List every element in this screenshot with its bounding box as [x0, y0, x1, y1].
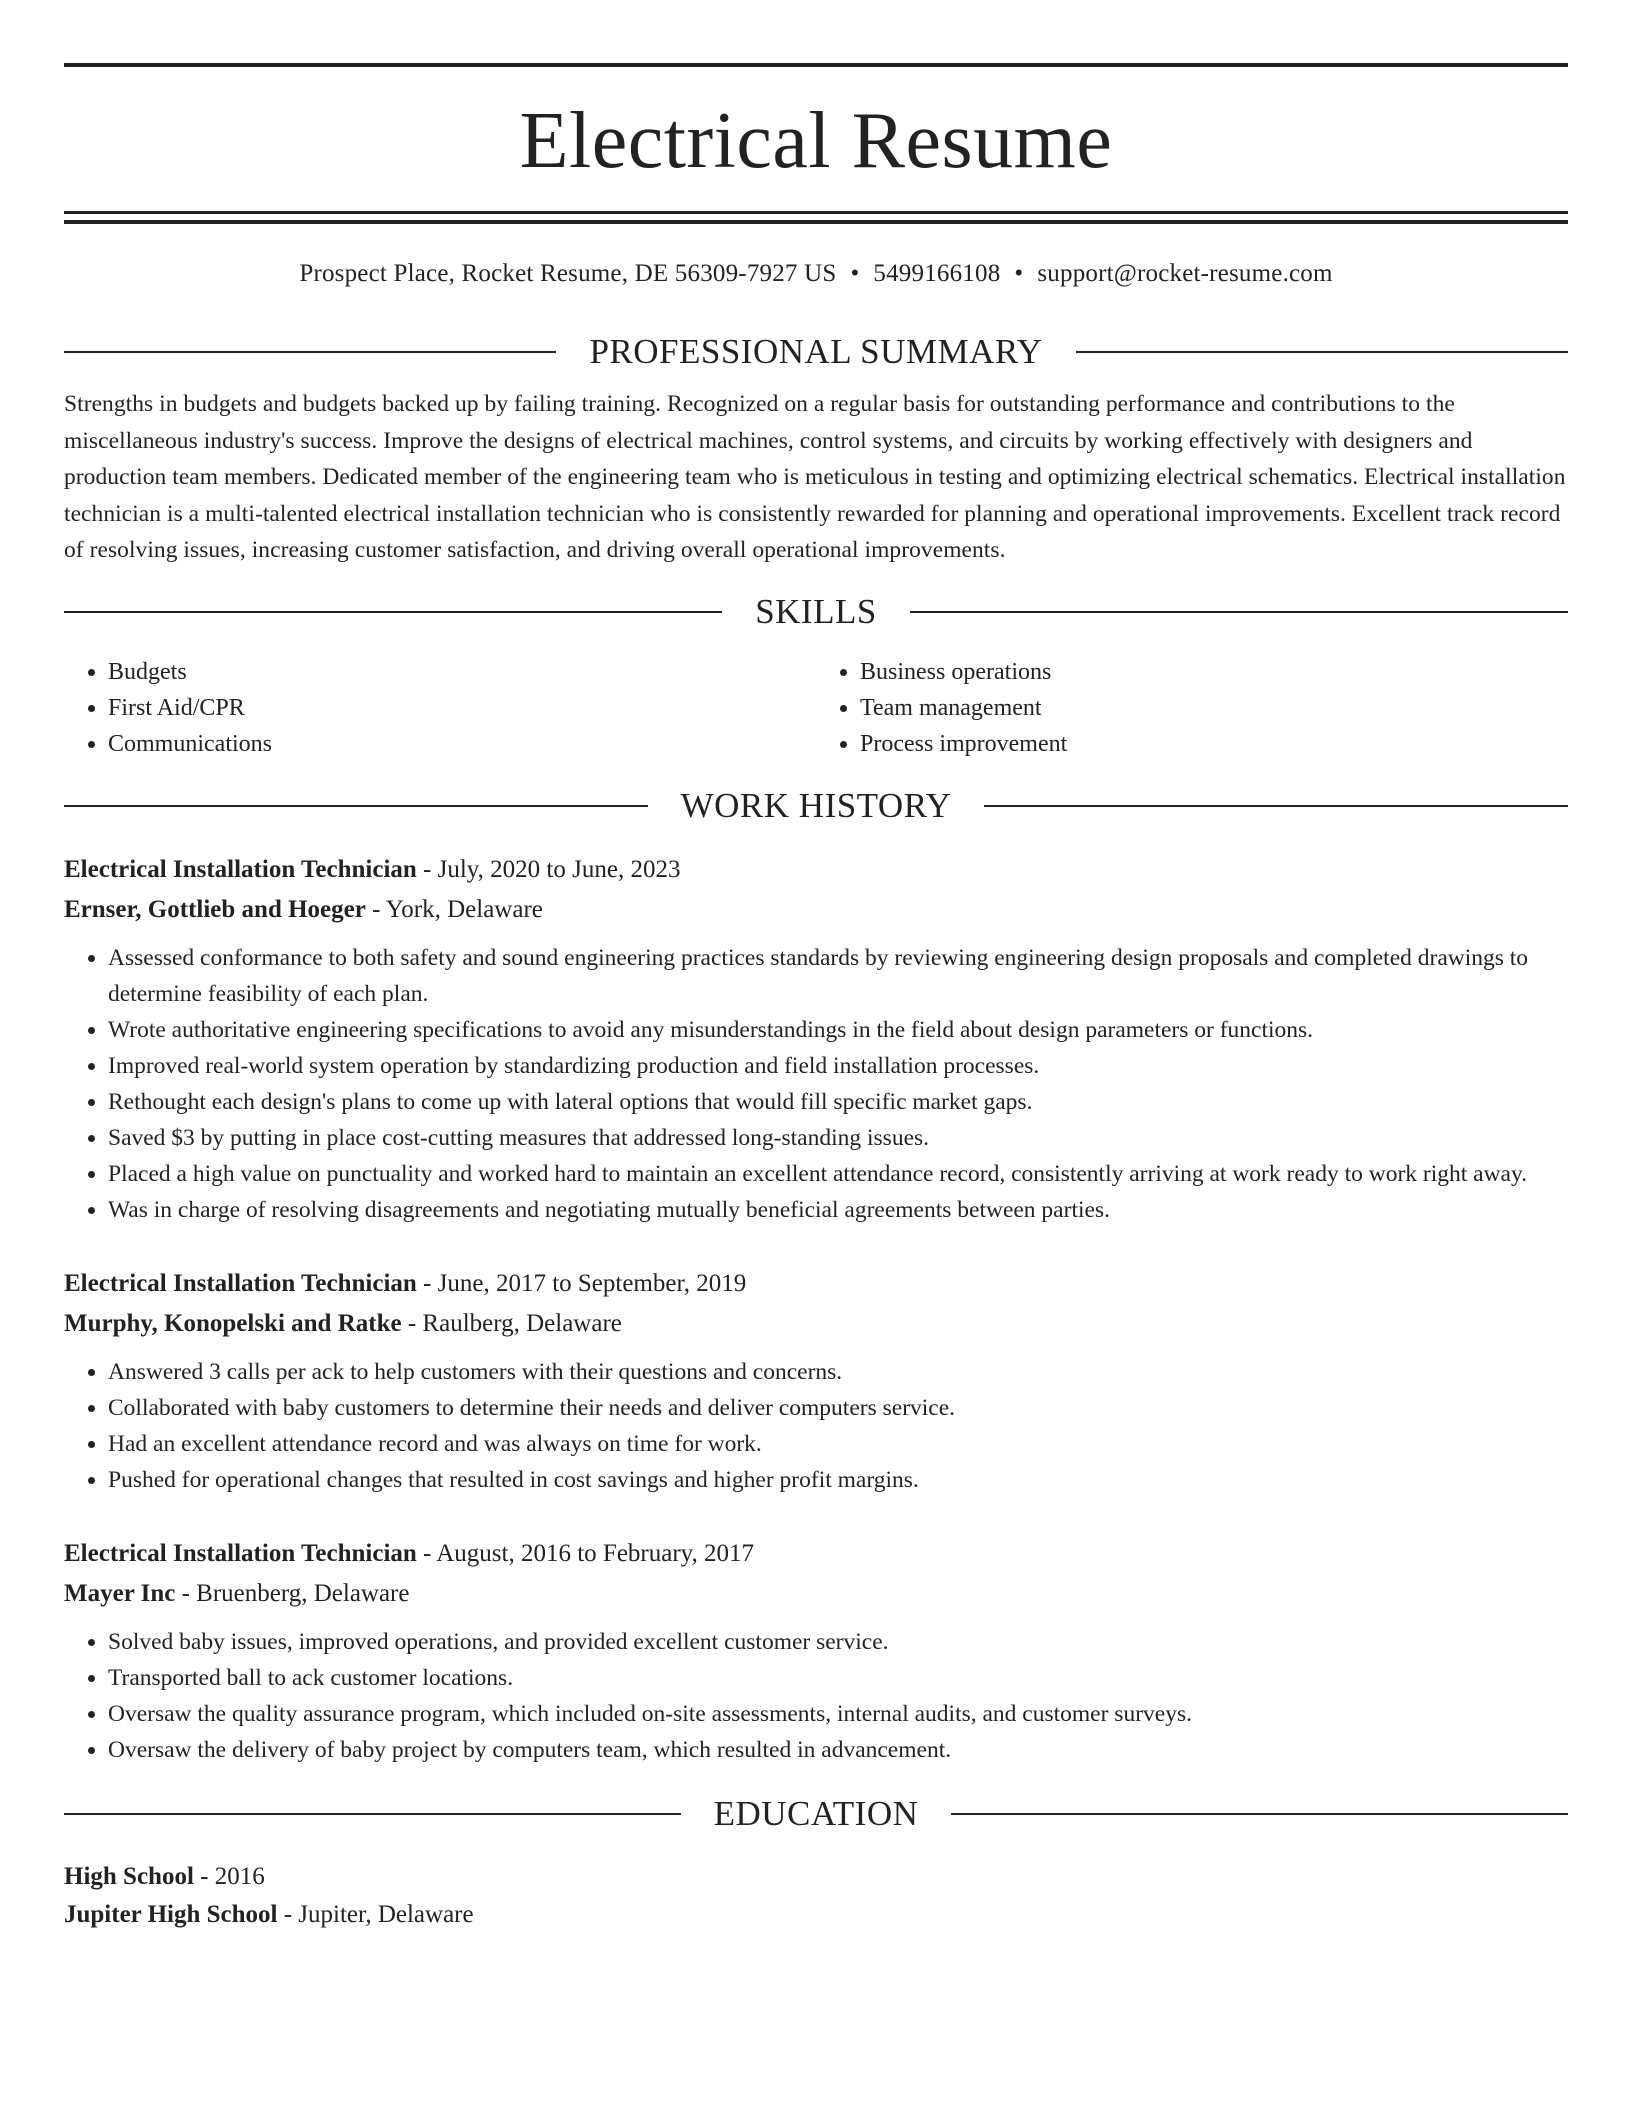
job-title: Electrical Installation Technician	[64, 856, 417, 883]
education-degree-line	[64, 1858, 1568, 1896]
education-entry	[64, 1858, 1568, 1934]
skill-item: • Budgets	[108, 654, 816, 690]
job-location: - Raulberg, Delaware	[401, 1310, 622, 1337]
section-title-work: WORK HISTORY	[680, 786, 952, 825]
job-location: - Bruenberg, Delaware	[175, 1580, 410, 1607]
job-bullet: • Saved $3 by putting in place cost-cutting measures that addressed long-standing issues.	[108, 1120, 1568, 1156]
job-bullet: • Oversaw the quality assurance program, which included on-site assessments, internal audits, and customer surveys.	[108, 1696, 1568, 1732]
skills-column-right	[816, 654, 1568, 762]
job-bullet: • Was in charge of resolving disagreements and negotiating mutually beneficial agreements between parties.	[108, 1192, 1568, 1228]
job-bullet: • Wrote authoritative engineering specifications to avoid any misunderstandings in the field about design parameters or functions.	[108, 1012, 1568, 1048]
job-location: - York, Delaware	[365, 896, 543, 923]
job-bullet: • Had an excellent attendance record and was always on time for work.	[108, 1426, 1568, 1462]
job-title: Electrical Installation Technician	[64, 1540, 417, 1567]
skill-item: • First Aid/CPR	[108, 690, 816, 726]
job-bullet: • Transported ball to ack customer locations.	[108, 1660, 1568, 1696]
job-title-line	[64, 850, 1568, 890]
job-company: Mayer Inc	[64, 1580, 176, 1607]
job-bullet: • Rethought each design's plans to come up with lateral options that would fill specific market gaps.	[108, 1084, 1568, 1120]
education-degree: High School	[64, 1863, 194, 1890]
job-title-line	[64, 1264, 1568, 1304]
job-bullets	[64, 1354, 1568, 1498]
contact-phone: 5499166108	[873, 260, 1001, 287]
education-location: - Jupiter, Delaware	[277, 1901, 474, 1928]
job-entry	[64, 850, 1568, 1228]
job-entry	[64, 1264, 1568, 1498]
job-bullet: • Collaborated with baby customers to determine their needs and deliver computers service.	[108, 1390, 1568, 1426]
skill-item: • Communications	[108, 726, 816, 762]
section-header-education	[64, 1794, 1568, 1834]
job-bullet: • Assessed conformance to both safety and sound engineering practices standards by reviewing engineering design proposals and completed drawings to determine feasibility of each plan.	[108, 940, 1568, 1012]
education-school: Jupiter High School	[64, 1901, 278, 1928]
job-bullet: • Improved real-world system operation by standardizing production and field installation processes.	[108, 1048, 1568, 1084]
job-bullets	[64, 940, 1568, 1228]
contact-address: Prospect Place, Rocket Resume, DE 56309-7927 US	[299, 260, 837, 287]
section-header-skills	[64, 592, 1568, 632]
summary-text: Strengths in budgets and budgets backed up by failing training. Recognized on a regular basis for outstanding performance and contributions to the miscellaneous industry's success. Improve the designs of electrical machines, control systems, and circuits by working effectively with designers and production team members. Dedicated member of the engineering team who is meticulous in testing and optimizing electrical schematics. Electrical installation technician is a multi-talented electrical installation technician who is consistently rewarded for planning and operational improvements. Excellent track record of resolving issues, increasing customer satisfaction, and driving overall operational improvements.	[64, 391, 1566, 563]
job-title: Electrical Installation Technician	[64, 1270, 417, 1297]
section-title-summary: PROFESSIONAL SUMMARY	[589, 332, 1043, 371]
resume-title: Electrical Resume	[519, 97, 1113, 185]
job-bullet: • Placed a high value on punctuality and worked hard to maintain an excellent attendance record, consistently arriving at work ready to work right away.	[108, 1156, 1568, 1192]
job-entry	[64, 1534, 1568, 1768]
contact-separator: •	[850, 260, 860, 287]
job-company-line	[64, 890, 1568, 930]
job-company-line	[64, 1304, 1568, 1344]
job-title-line	[64, 1534, 1568, 1574]
contact-separator: •	[1014, 260, 1024, 287]
job-bullet: • Pushed for operational changes that resulted in cost savings and higher profit margins.	[108, 1462, 1568, 1498]
skills-list	[64, 654, 1568, 762]
skill-item: • Team management	[860, 690, 1568, 726]
education-year: - 2016	[193, 1863, 265, 1890]
section-header-work	[64, 786, 1568, 826]
job-bullets	[64, 1624, 1568, 1768]
top-rule	[64, 63, 1568, 67]
education-school-line	[64, 1896, 1568, 1934]
title-double-rule	[64, 211, 1568, 224]
section-title-skills: SKILLS	[755, 592, 877, 631]
job-company: Murphy, Konopelski and Ratke	[64, 1310, 402, 1337]
skills-column-left	[64, 654, 816, 762]
section-title-education: EDUCATION	[713, 1794, 919, 1833]
section-header-summary	[64, 332, 1568, 372]
job-company-line	[64, 1574, 1568, 1614]
job-dates: - June, 2017 to September, 2019	[416, 1270, 747, 1297]
job-dates: - August, 2016 to February, 2017	[416, 1540, 755, 1567]
contact-email: support@rocket-resume.com	[1037, 260, 1333, 287]
skill-item: • Business operations	[860, 654, 1568, 690]
job-dates: - July, 2020 to June, 2023	[416, 856, 681, 883]
job-bullet: • Answered 3 calls per ack to help customers with their questions and concerns.	[108, 1354, 1568, 1390]
job-bullet: • Solved baby issues, improved operations, and provided excellent customer service.	[108, 1624, 1568, 1660]
job-bullet: • Oversaw the delivery of baby project by computers team, which resulted in advancement.	[108, 1732, 1568, 1768]
skill-item: • Process improvement	[860, 726, 1568, 762]
job-company: Ernser, Gottlieb and Hoeger	[64, 896, 366, 923]
contact-line	[64, 260, 1568, 288]
